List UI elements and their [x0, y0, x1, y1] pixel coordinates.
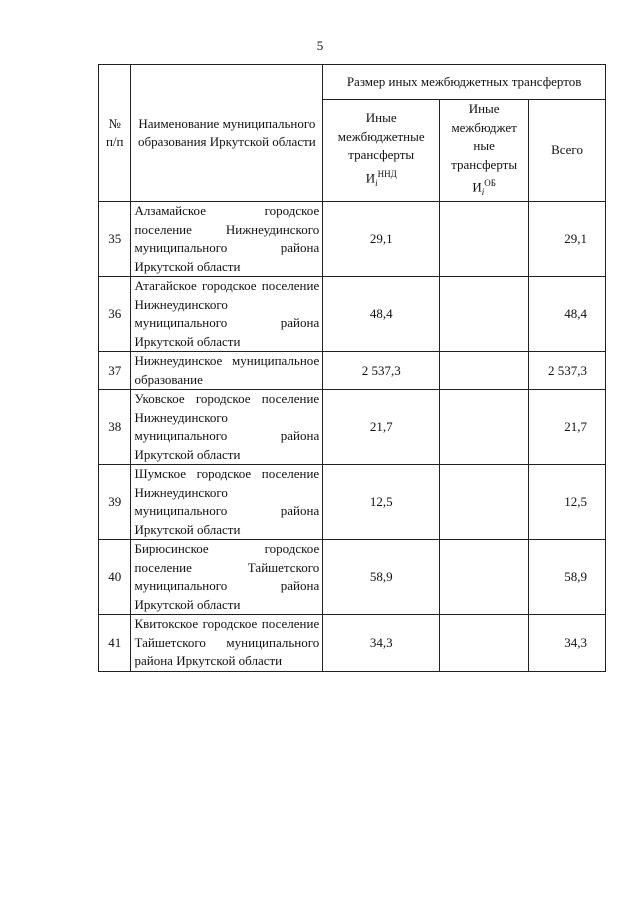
- row-ob-value: [440, 540, 529, 615]
- header-nnd: [323, 100, 440, 202]
- table-row: [99, 352, 606, 390]
- row-number: 38: [99, 390, 131, 465]
- table-row: [99, 202, 606, 277]
- header-number: № п/п: [99, 65, 131, 202]
- header-ob-label: Иные межбюджет ные трансферты: [451, 101, 518, 172]
- table-row: [99, 465, 606, 540]
- transfers-table: [98, 64, 606, 672]
- header-name: Наименование муниципального образования Иркутской области: [131, 65, 323, 202]
- table-row: [99, 390, 606, 465]
- row-ob-value: [440, 615, 529, 672]
- row-total-value: 48,4: [529, 277, 606, 352]
- header-total: Всего: [529, 100, 606, 202]
- row-total-value: 34,3: [529, 615, 606, 672]
- row-name: Бирюсинское городское поселение Тайшетского муниципального района Иркутской области: [131, 540, 323, 615]
- table-row: [99, 615, 606, 672]
- row-number: 37: [99, 352, 131, 390]
- header-ob-symbol: $И_i^{ОБ}$: [472, 178, 496, 197]
- header-ob: [440, 100, 529, 202]
- row-ob-value: [440, 277, 529, 352]
- row-nnd-value: 48,4: [323, 277, 440, 352]
- row-number: 35: [99, 202, 131, 277]
- header-nnd-symbol: $И_i^{ННД}$: [365, 168, 397, 188]
- row-name: Шумское городское поселение Нижнеудинского муниципального района Иркутской области: [131, 465, 323, 540]
- row-nnd-value: 58,9: [323, 540, 440, 615]
- row-number: 39: [99, 465, 131, 540]
- row-total-value: 2 537,3: [529, 352, 606, 390]
- row-total-value: 58,9: [529, 540, 606, 615]
- row-nnd-value: 12,5: [323, 465, 440, 540]
- row-nnd-value: 2 537,3: [323, 352, 440, 390]
- row-ob-value: [440, 390, 529, 465]
- row-ob-value: [440, 202, 529, 277]
- table-row: [99, 277, 606, 352]
- row-nnd-value: 34,3: [323, 615, 440, 672]
- row-nnd-value: 21,7: [323, 390, 440, 465]
- table-row: [99, 540, 606, 615]
- row-number: 36: [99, 277, 131, 352]
- row-ob-value: [440, 465, 529, 540]
- row-number: 40: [99, 540, 131, 615]
- row-total-value: 21,7: [529, 390, 606, 465]
- row-nnd-value: 29,1: [323, 202, 440, 277]
- row-name: Алзамайское городское поселение Нижнеудинского муниципального района Иркутской области: [131, 202, 323, 277]
- page-number: 5: [316, 38, 324, 53]
- row-number: 41: [99, 615, 131, 672]
- row-name: Квитокское городское поселение Тайшетского муниципального района Иркутской области: [131, 615, 323, 672]
- row-ob-value: [440, 352, 529, 390]
- row-name: Уковское городское поселение Нижнеудинского муниципального района Иркутской области: [131, 390, 323, 465]
- row-total-value: 12,5: [529, 465, 606, 540]
- row-name: Атагайское городское поселение Нижнеудинского муниципального района Иркутской области: [131, 277, 323, 352]
- row-total-value: 29,1: [529, 202, 606, 277]
- header-group: Размер иных межбюджетных трансфертов: [323, 65, 606, 100]
- header-nnd-label: Иные межбюджетные трансферты: [337, 110, 425, 163]
- row-name: Нижнеудинское муниципальное образование: [131, 352, 323, 390]
